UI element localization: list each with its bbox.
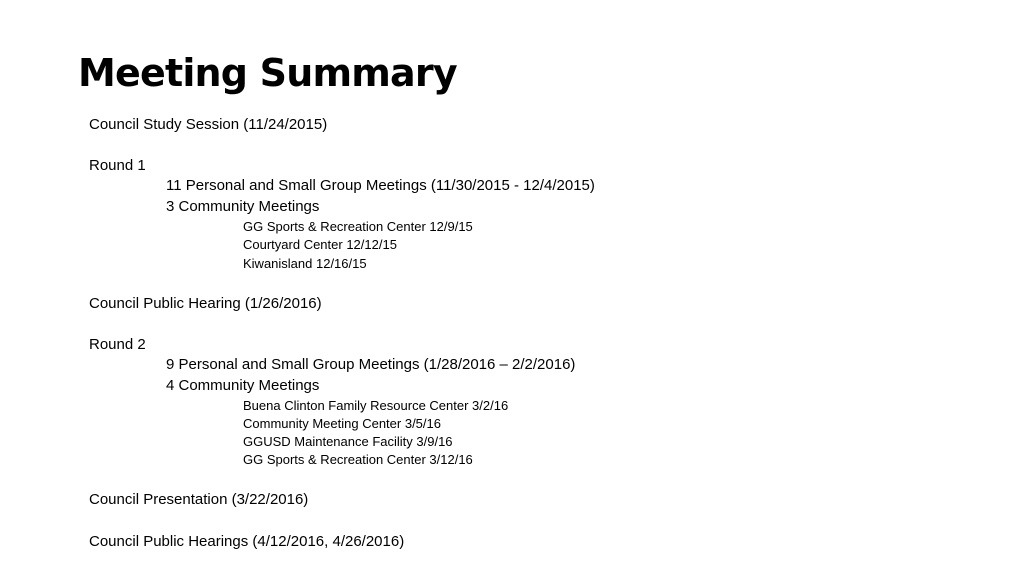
round-1-label: Round 1 xyxy=(89,157,146,174)
round-1-location: GG Sports & Recreation Center 12/9/15 xyxy=(243,219,473,234)
slide-title: Meeting Summary xyxy=(78,51,457,95)
round-2-location: Buena Clinton Family Resource Center 3/2/16 xyxy=(243,398,509,413)
public-hearing-item: Council Public Hearing (1/26/2016) xyxy=(89,295,322,312)
round-1-location: Kiwanisland 12/16/15 xyxy=(243,256,367,271)
public-hearings-item: Council Public Hearings (4/12/2016, 4/26/2016) xyxy=(89,533,405,550)
round-2-personal-meetings: 9 Personal and Small Group Meetings (1/28/2016 – 2/2/2016) xyxy=(166,356,576,373)
round-1-community-meetings: 3 Community Meetings xyxy=(166,198,320,215)
round-2-label: Round 2 xyxy=(89,336,146,353)
presentation-item: Council Presentation (3/22/2016) xyxy=(89,491,309,508)
round-2-location: GG Sports & Recreation Center 3/12/16 xyxy=(243,452,473,467)
round-2-location: GGUSD Maintenance Facility 3/9/16 xyxy=(243,434,453,449)
round-2-location: Community Meeting Center 3/5/16 xyxy=(243,416,441,431)
round-1-location: Courtyard Center 12/12/15 xyxy=(243,237,397,252)
round-1-personal-meetings: 11 Personal and Small Group Meetings (11/30/2015 - 12/4/2015) xyxy=(166,177,595,194)
round-2-community-meetings: 4 Community Meetings xyxy=(166,377,320,394)
study-session-item: Council Study Session (11/24/2015) xyxy=(89,116,328,133)
